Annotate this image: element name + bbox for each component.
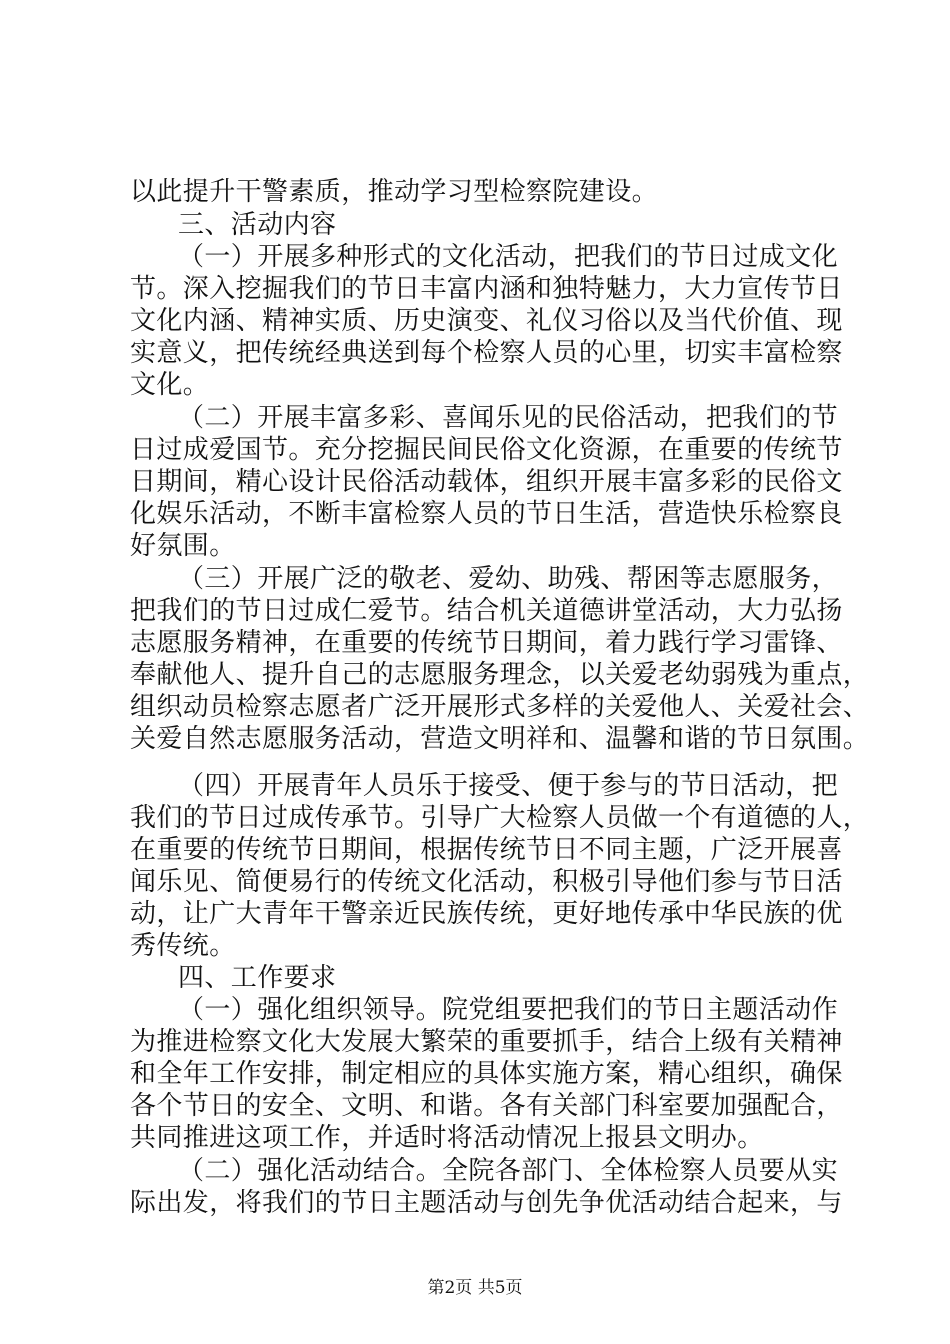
body-line: 在重要的传统节日期间，根据传统节日不同主题，广泛开展喜 <box>130 835 843 865</box>
body-line: 奉献他人、提升自己的志愿服务理念，以关爱老幼弱残为重点， <box>130 660 870 690</box>
body-line: 实意义，把传统经典送到每个检察人员的心里，切实丰富检察 <box>130 338 843 368</box>
body-line: 共同推进这项工作，并适时将活动情况上报县文明办。 <box>130 1123 764 1153</box>
body-line: 日过成爱国节。充分挖掘民间民俗文化资源，在重要的传统节 <box>130 435 843 465</box>
body-line: 和全年工作安排，制定相应的具体实施方案，精心组织，确保 <box>130 1059 843 1089</box>
body-line: 为推进检察文化大发展大繁荣的重要抓手，结合上级有关精神 <box>130 1027 843 1057</box>
body-line: 好氛围。 <box>130 531 236 561</box>
body-line: 组织动员检察志愿者广泛开展形式多样的关爱他人、关爱社会、 <box>130 692 870 722</box>
body-line: 志愿服务精神，在重要的传统节日期间，着力践行学习雷锋、 <box>130 628 843 658</box>
body-line: 节。深入挖掘我们的节日丰富内涵和独特魅力，大力宣传节日 <box>130 274 843 304</box>
body-line: 文化。 <box>130 370 210 400</box>
body-line: （二）强化活动结合。全院各部门、全体检察人员要从实 <box>178 1156 839 1186</box>
section-heading: 三、活动内容 <box>178 210 337 240</box>
body-line: 闻乐见、简便易行的传统文化活动，积极引导他们参与节日活 <box>130 867 843 897</box>
section-heading: 四、工作要求 <box>178 963 337 993</box>
body-line: 日期间，精心设计民俗活动载体，组织开展丰富多彩的民俗文 <box>130 467 843 497</box>
body-line: 文化内涵、精神实质、历史演变、礼仪习俗以及当代价值、现 <box>130 306 843 336</box>
body-line: （二）开展丰富多彩、喜闻乐见的民俗活动，把我们的节 <box>178 403 839 433</box>
body-line: 动，让广大青年干警亲近民族传统，更好地传承中华民族的优 <box>130 899 843 929</box>
body-line: 际出发，将我们的节日主题活动与创先争优活动结合起来，与 <box>130 1188 843 1218</box>
body-line: （四）开展青年人员乐于接受、便于参与的节日活动，把 <box>178 771 839 801</box>
body-line: （三）开展广泛的敬老、爱幼、助残、帮困等志愿服务， <box>178 564 839 594</box>
body-line: 秀传统。 <box>130 931 236 961</box>
body-line: 关爱自然志愿服务活动，营造文明祥和、温馨和谐的节日氛围。 <box>130 724 870 754</box>
body-line: 把我们的节日过成仁爱节。结合机关道德讲堂活动，大力弘扬 <box>130 596 843 626</box>
body-line: （一）开展多种形式的文化活动，把我们的节日过成文化 <box>178 242 839 272</box>
body-line: 化娱乐活动，不断丰富检察人员的节日生活，营造快乐检察良 <box>130 499 843 529</box>
body-line: （一）强化组织领导。院党组要把我们的节日主题活动作 <box>178 995 839 1025</box>
page-footer: 第2页 共5页 <box>427 1278 523 1298</box>
body-line: 各个节日的安全、文明、和谐。各有关部门科室要加强配合， <box>130 1091 843 1121</box>
body-line: 以此提升干警素质，推动学习型检察院建设。 <box>130 177 659 207</box>
body-line: 我们的节日过成传承节。引导广大检察人员做一个有道德的人， <box>130 803 870 833</box>
